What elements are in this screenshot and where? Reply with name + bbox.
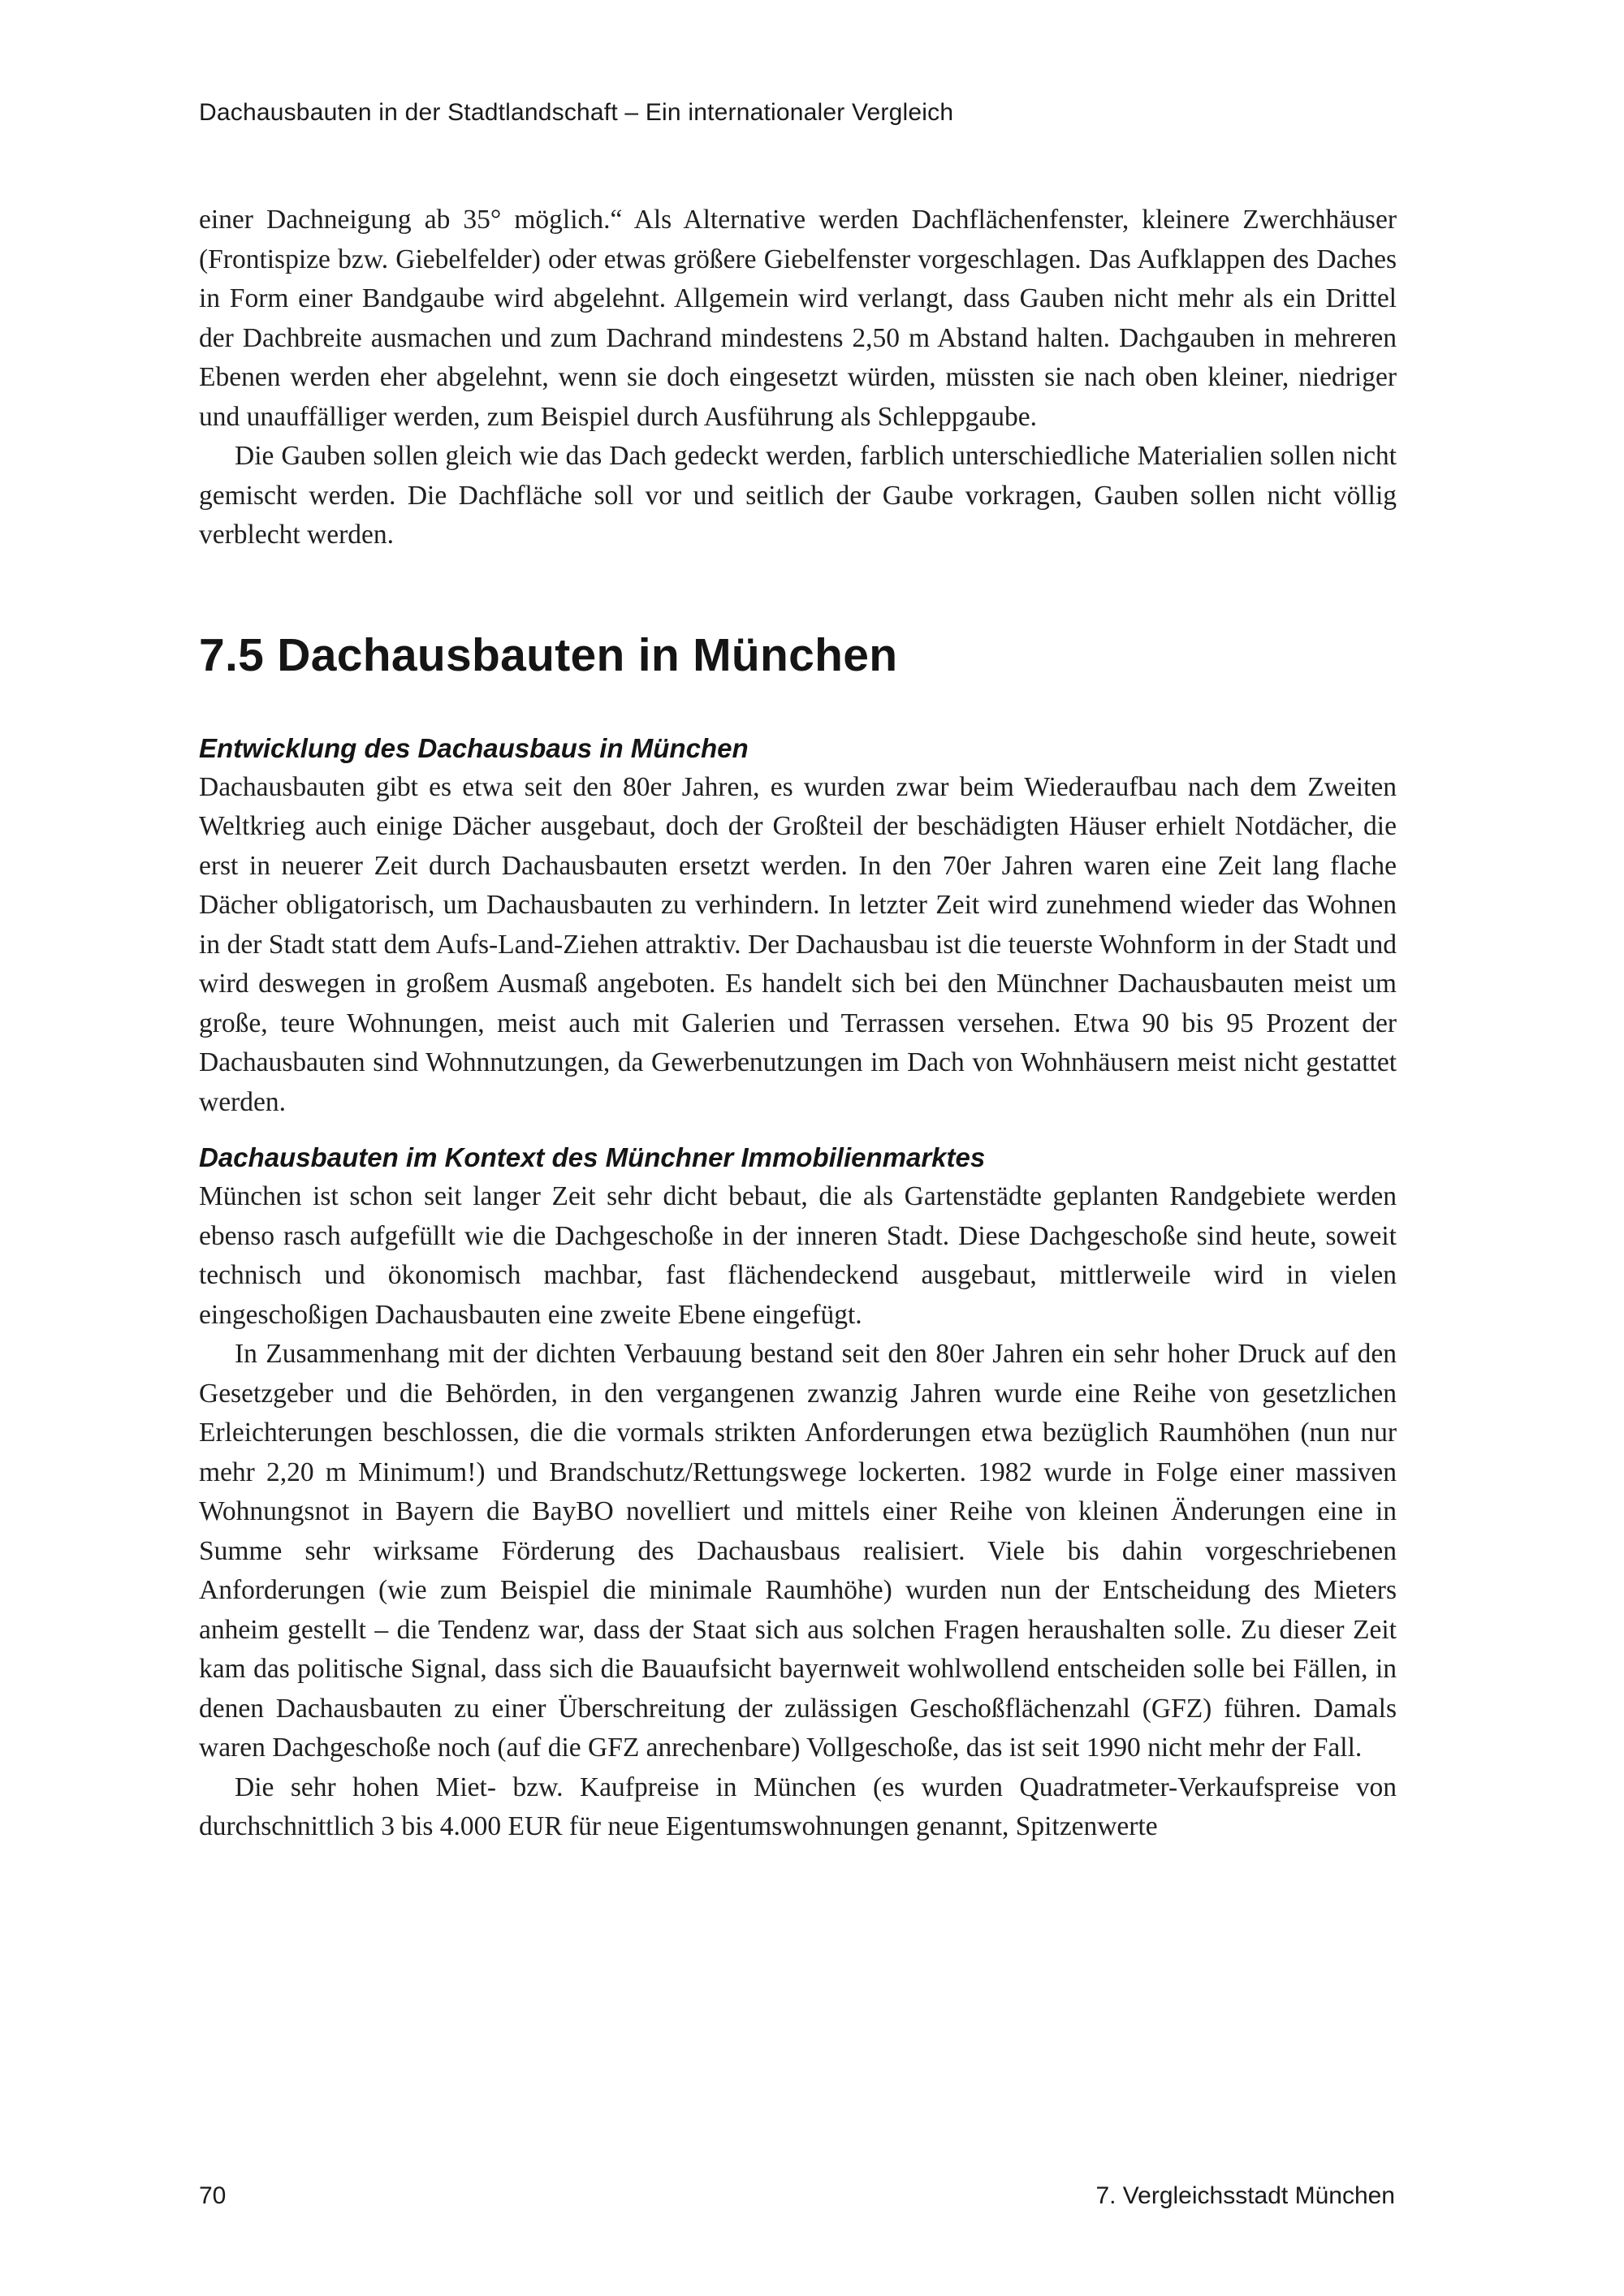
subsection-title-immobilienmarkt: Dachausbauten im Kontext des Münchner Immobilienmarktes — [199, 1142, 986, 1172]
immobilienmarkt-paragraph-1: München ist schon seit langer Zeit sehr dicht bebaut, die als Gartenstädte geplanten Randgebiete werden ebenso rasch aufgefüllt wie die Dachgeschoße in der inneren Stadt. Diese Dachgeschoße sind heute, soweit technisch und ökonomisch machbar, fast flächendeckend ausgebaut, mittlerweile wird in vielen eingeschoßigen Dachausbauten eine zweite Ebene eingefügt. — [199, 1181, 1397, 1330]
immobilienmarkt-paragraph-3: Die sehr hohen Miet- bzw. Kaufpreise in München (es wurden Quadratmeter-Verkaufspreise von durchschnittlich 3 bis 4.000 EUR für neue Eigentumswohnungen genannt, Spitzenwerte — [199, 1772, 1397, 1841]
immobilienmarkt-paragraph-2: In Zusammenhang mit der dichten Verbauung bestand seit den 80er Jahren ein sehr hoher Druck auf den Gesetzgeber und die Behörden, in den vergangenen zwanzig Jahren wurde eine Reihe von gesetzlichen Erleichterungen beschlossen, die die vormals strikten Anforderungen etwa bezüglich Raumhöhen (nun nur mehr 2,20 m Minimum!) und Brandschutz/Rettungswege lockerten. 1982 wurde in Folge einer massiven Wohnungsnot in Bayern die BayBO novelliert und mittels einer Reihe von kleinen Änderungen eine in Summe sehr wirksame Förderung des Dachausbaus realisiert. Viele bis dahin vorgeschriebenen Anforderungen (wie zum Beispiel die minimale Raumhöhe) wurden nun der Entscheidung des Mieters anheim gestellt – die Tendenz war, dass der Staat sich aus solchen Fragen heraushalten solle. Zu dieser Zeit kam das politische Signal, dass sich die Bauaufsicht bayernweit wohlwollend entscheiden solle bei Fällen, in denen Dachausbauten zu einer Überschreitung der zulässigen Geschoßflächenzahl (GFZ) führen. Damals waren Dachgeschoße noch (auf die GFZ anrechenbare) Vollgeschoße, das ist seit 1990 nicht mehr der Fall. — [199, 1339, 1397, 1763]
running-header: Dachausbauten in der Stadtlandschaft – Ein internationaler Vergleich — [199, 99, 954, 126]
intro-paragraph-1: einer Dachneigung ab 35° möglich.“ Als Alternative werden Dachflächenfenster, kleinere Zwerchhäuser (Frontispize bzw. Giebelfelder) oder etwas größere Giebelfenster vorgeschlagen. Das Aufklappen des Daches in Form einer Bandgaube wird abgelehnt. Allgemein wird verlangt, dass Gauben nicht mehr als ein Drittel der Dachbreite ausmachen und zum Dachrand mindestens 2,50 m Abstand halten. Dachgauben in mehreren Ebenen werden eher abgelehnt, wenn sie doch eingesetzt würden, müssten sie nach oben kleiner, niedriger und unauffälliger werden, zum Beispiel durch Ausführung als Schleppgaube. — [199, 205, 1397, 432]
intro-paragraph-2: Die Gauben sollen gleich wie das Dach gedeckt werden, farblich unterschiedliche Materialien sollen nicht gemischt werden. Die Dachfläche soll vor und seitlich der Gaube vorkragen, Gauben sollen nicht völlig verblecht werden. — [199, 441, 1397, 550]
page-number: 70 — [199, 2182, 227, 2209]
footer-chapter-title: 7. Vergleichsstadt München — [1095, 2182, 1395, 2209]
subsection-title-entwicklung: Entwicklung des Dachausbaus in München — [199, 732, 749, 763]
entwicklung-paragraph-1: Dachausbauten gibt es etwa seit den 80er Jahren, es wurden zwar beim Wiederaufbau nach dem Zweiten Weltkrieg auch einige Dächer ausgebaut, doch der Großteil der beschädigten Häuser erhielt Notdächer, die erst in neuerer Zeit durch Dachausbauten ersetzt werden. In den 70er Jahren waren eine Zeit lang flache Dächer obligatorisch, um Dachausbauten zu verhindern. In letzter Zeit wird zunehmend wieder das Wohnen in der Stadt statt dem Aufs-Land-Ziehen attraktiv. Der Dachausbau ist die teuerste Wohnform in der Stadt und wird deswegen in großem Ausmaß angeboten. Es handelt sich bei den Münchner Dachausbauten meist um große, teure Wohnungen, meist auch mit Galerien und Terrassen versehen. Etwa 90 bis 95 Prozent der Dachausbauten sind Wohnnutzungen, da Gewerbenutzungen im Dach von Wohnhäusern meist nicht gestattet werden. — [199, 771, 1397, 1117]
page-content — [199, 201, 1397, 1847]
section-title: 7.5 Dachausbauten in München — [199, 628, 898, 681]
page-footer — [199, 2182, 1395, 2210]
